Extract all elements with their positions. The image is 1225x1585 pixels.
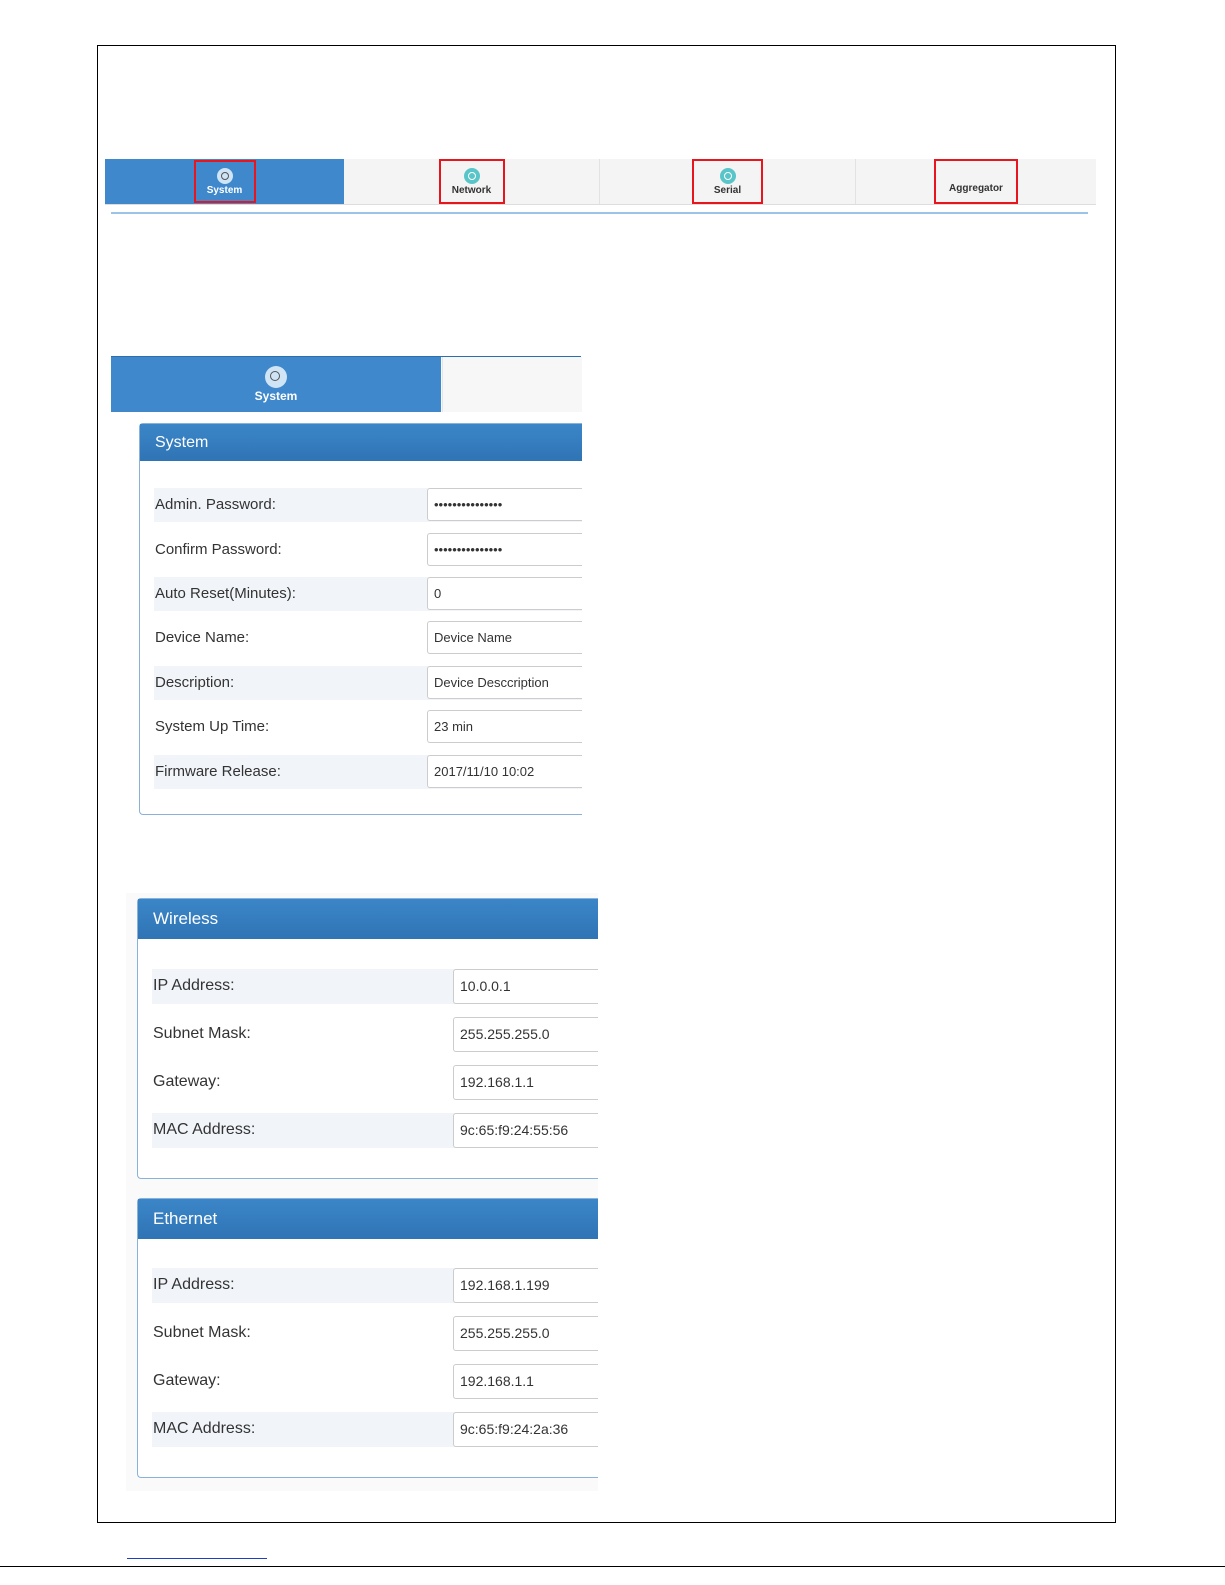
tab-label: System — [206, 184, 243, 196]
main-nav-bar — [105, 159, 1096, 205]
system-screenshot — [111, 356, 582, 820]
network-screenshot — [126, 893, 598, 1491]
ethernet-mac-field: 9c:65:f9:24:2a:36 — [453, 1412, 598, 1447]
wireless-gateway-field: 192.168.1.1 — [453, 1065, 598, 1100]
panel-title: Wireless — [138, 899, 598, 939]
system-tab-bar — [111, 356, 581, 412]
field-label: IP Address: — [153, 977, 235, 994]
form-row — [152, 1065, 598, 1100]
field-label: MAC Address: — [153, 1121, 256, 1138]
form-row — [154, 533, 582, 567]
highlight-box — [439, 159, 505, 204]
form-row — [154, 621, 582, 655]
auto-reset-input[interactable]: 0 — [427, 577, 582, 610]
ethernet-panel — [137, 1198, 598, 1478]
panel-title: System — [140, 424, 582, 461]
tab-system[interactable] — [105, 159, 344, 204]
wireless-ip-field: 10.0.0.1 — [453, 969, 598, 1004]
field-label: Description: — [155, 674, 235, 691]
form-row — [152, 1316, 598, 1351]
serial-icon — [720, 168, 736, 184]
system-panel — [139, 423, 582, 815]
system-up-time-field: 23 min — [427, 710, 582, 743]
form-row — [154, 488, 582, 522]
form-row — [152, 1364, 598, 1399]
footer-rule — [0, 1566, 1225, 1567]
form-row — [152, 1113, 598, 1148]
field-label: IP Address: — [153, 1276, 235, 1293]
panel-title: Ethernet — [138, 1199, 598, 1239]
gear-icon — [217, 168, 233, 184]
ethernet-ip-field: 192.168.1.199 — [453, 1268, 598, 1303]
network-icon — [464, 168, 480, 184]
ethernet-gateway-field: 192.168.1.1 — [453, 1364, 598, 1399]
field-label: Confirm Password: — [155, 541, 282, 558]
form-row — [152, 1268, 598, 1303]
description-input[interactable]: Device Desccription — [427, 666, 582, 699]
form-row — [154, 710, 582, 744]
field-label: Device Name: — [155, 629, 250, 646]
tab-label: System — [254, 389, 298, 403]
tab-serial[interactable] — [600, 159, 856, 204]
highlight-box — [934, 159, 1018, 204]
tab-label: Network — [451, 184, 492, 196]
form-row — [152, 1017, 598, 1052]
tab-next[interactable] — [442, 357, 582, 412]
field-label: Firmware Release: — [155, 763, 281, 780]
field-label: Subnet Mask: — [153, 1324, 251, 1341]
form-row — [152, 969, 598, 1004]
field-label: Auto Reset(Minutes): — [155, 585, 296, 602]
device-name-input[interactable]: Device Name — [427, 621, 582, 654]
tab-network[interactable] — [344, 159, 600, 204]
tab-aggregator[interactable] — [856, 159, 1096, 204]
firmware-release-field: 2017/11/10 10:02 — [427, 755, 582, 788]
confirm-password-input[interactable]: ••••••••••••••• — [427, 533, 582, 566]
footer-link-underline — [127, 1558, 267, 1559]
highlight-box — [194, 160, 256, 203]
wireless-subnet-field: 255.255.255.0 — [453, 1017, 598, 1052]
field-label: Subnet Mask: — [153, 1025, 251, 1042]
tab-label: Serial — [713, 184, 742, 196]
form-row — [154, 755, 582, 789]
highlight-box — [692, 159, 763, 204]
form-row — [152, 1412, 598, 1447]
admin-password-input[interactable]: ••••••••••••••• — [427, 488, 582, 521]
tab-system-active[interactable] — [111, 357, 441, 412]
field-label: MAC Address: — [153, 1420, 256, 1437]
ethernet-subnet-field: 255.255.255.0 — [453, 1316, 598, 1351]
nav-underline — [111, 212, 1088, 214]
field-label: Admin. Password: — [155, 496, 276, 513]
form-row — [154, 666, 582, 700]
field-label: Gateway: — [153, 1372, 221, 1389]
field-label: Gateway: — [153, 1073, 221, 1090]
wireless-mac-field: 9c:65:f9:24:55:56 — [453, 1113, 598, 1148]
field-label: System Up Time: — [155, 718, 270, 735]
tab-label: Aggregator — [949, 183, 1003, 194]
form-row — [154, 577, 582, 611]
wireless-panel — [137, 898, 598, 1179]
gear-icon — [265, 366, 287, 388]
